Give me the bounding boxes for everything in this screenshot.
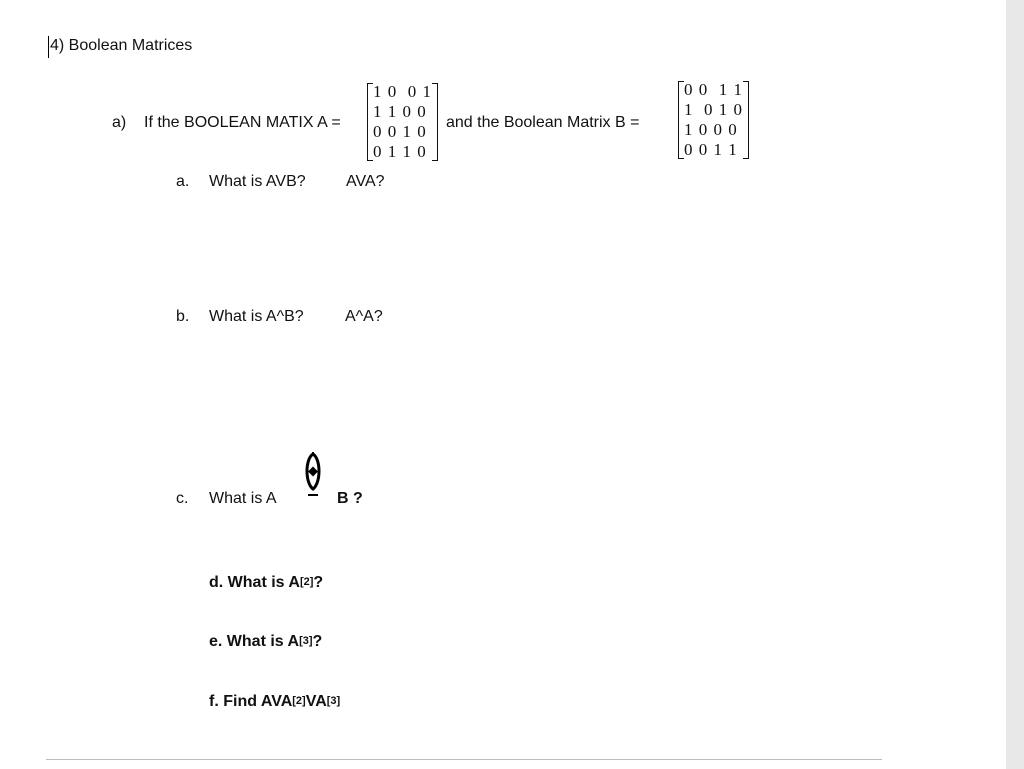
question-a-marker: a.	[176, 173, 190, 190]
question-e-text: e. What is A	[209, 633, 300, 650]
question-e	[209, 632, 322, 652]
question-b-text: What is A^B?	[209, 308, 304, 325]
question-c-tail: B ?	[337, 490, 363, 507]
section-heading: 4) Boolean Matrices	[50, 37, 193, 54]
question-a-text-2: AVA?	[346, 173, 385, 190]
matrix-a-row: 1 0 0 1	[373, 82, 432, 101]
matrix-b	[678, 80, 749, 160]
question-d-tail: ?	[313, 574, 324, 591]
vertical-scrollbar[interactable]	[1006, 0, 1024, 769]
matrix-b-row: 1 0 1 0	[684, 100, 743, 119]
matrix-b-row: 1 0 0 0	[684, 120, 738, 139]
matrix-a-row: 0 0 1 0	[373, 122, 427, 141]
matrix-a-row: 1 1 0 0	[373, 102, 427, 121]
question-f-text: f. Find AVA	[209, 693, 293, 710]
question-d-exponent: [2]	[299, 576, 314, 588]
question-d	[209, 573, 323, 593]
matrix-a-row: 0 1 1 0	[373, 142, 427, 161]
question-f-mid: VA	[305, 693, 327, 710]
question-b-marker: b.	[176, 308, 190, 325]
matrix-b-row: 0 0 1 1	[684, 80, 743, 99]
boolean-product-symbol-icon	[301, 451, 325, 497]
matrix-b-right-bracket	[743, 81, 749, 159]
question-f	[209, 692, 340, 712]
question-c-text: What is A	[209, 490, 277, 507]
matrix-a-right-bracket	[432, 83, 438, 161]
matrix-b-left-bracket	[678, 81, 684, 159]
question-f-exponent-2: [3]	[326, 695, 341, 707]
question-f-exponent-1: [2]	[292, 695, 306, 707]
page-bottom-divider	[46, 759, 882, 760]
matrix-a	[367, 82, 438, 162]
question-a-text: What is AVB?	[209, 173, 306, 190]
question-e-exponent: [3]	[299, 635, 313, 647]
matrix-b-row: 0 0 1 1	[684, 140, 738, 159]
text-cursor	[48, 36, 49, 58]
part-a-connector-text: and the Boolean Matrix B =	[446, 114, 640, 131]
question-c-marker: c.	[176, 490, 189, 507]
part-a-label: a)	[112, 114, 127, 131]
question-b-text-2: A^A?	[345, 308, 383, 325]
matrix-a-left-bracket	[367, 83, 373, 161]
question-e-tail: ?	[312, 633, 323, 650]
question-d-text: d. What is A	[209, 574, 300, 591]
part-a-text: If the BOOLEAN MATIX A =	[144, 114, 341, 131]
